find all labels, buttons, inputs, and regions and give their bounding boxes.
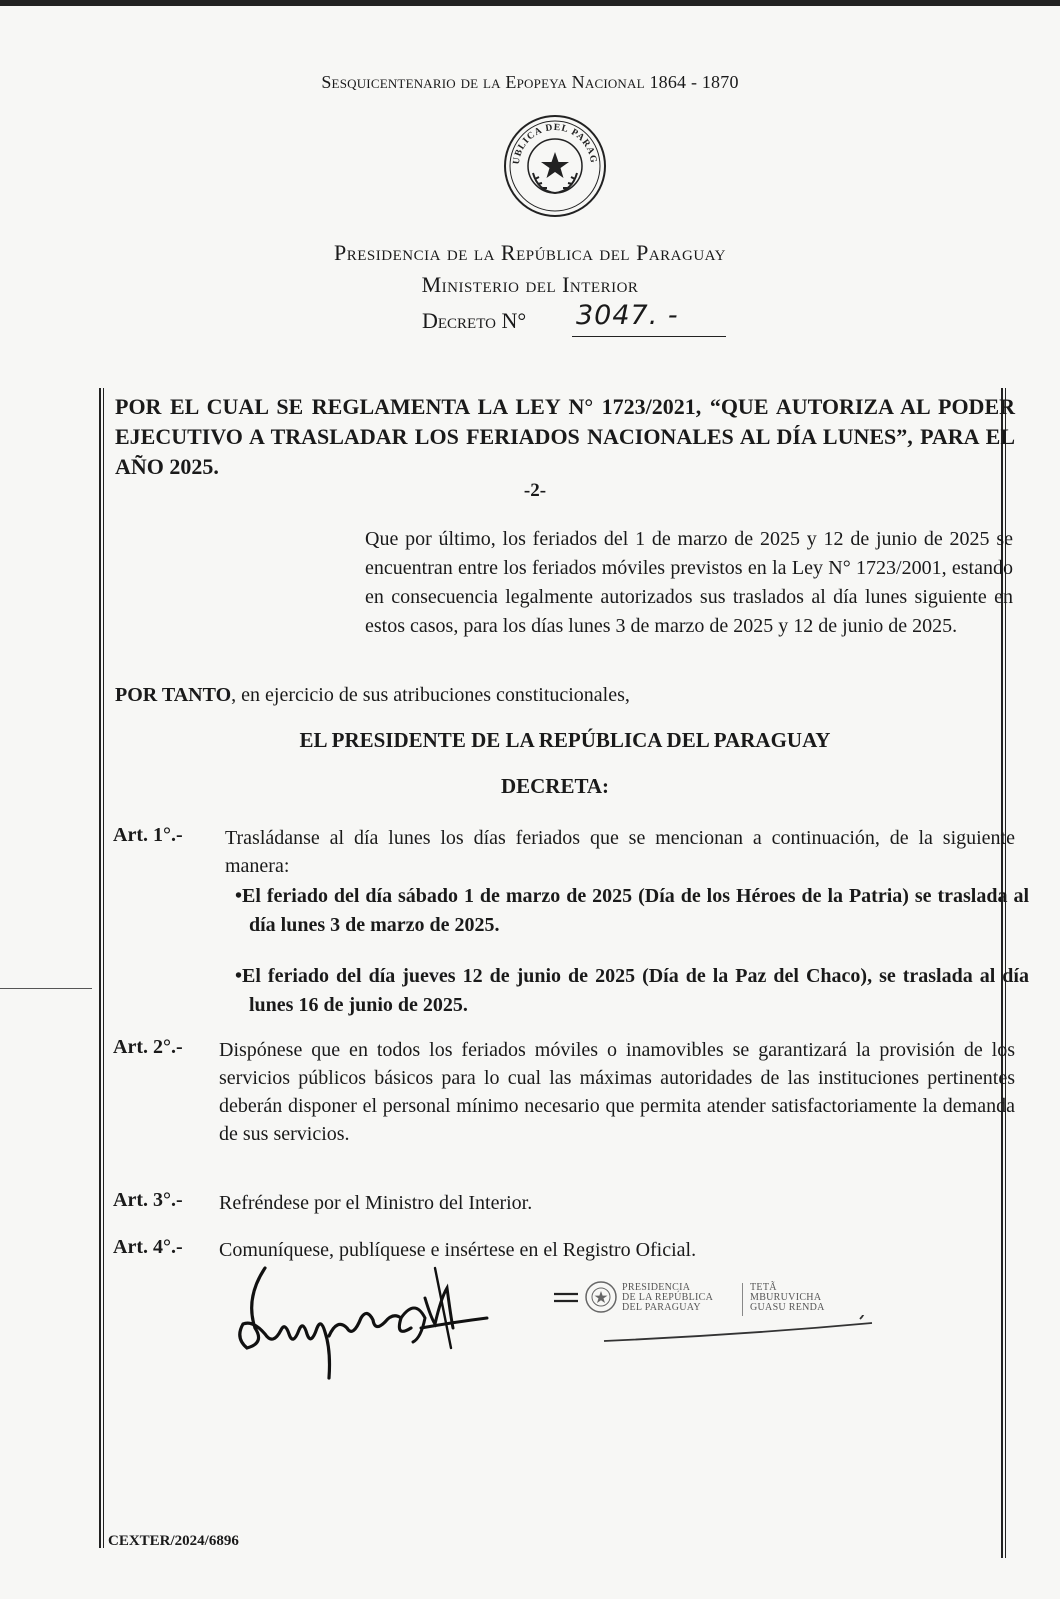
stamp-left-text [622, 1283, 742, 1313]
article-2-label: Art. 2°.- [113, 1036, 183, 1058]
file-reference-code: CEXTER/2024/6896 [108, 1533, 239, 1549]
por-tanto-lead: POR TANTO [115, 684, 232, 706]
article-1-text: Trasládanse al día lunes los días feriados que se mencionan a continuación, de la siguiente manera: [225, 827, 1015, 877]
ministry-heading: Ministerio del Interior [421, 272, 639, 297]
national-seal-icon [502, 113, 608, 219]
left-fold-mark [0, 988, 92, 989]
por-tanto-rest: , en ejercicio de sus atribuciones constitucionales, [231, 684, 630, 706]
commemorative-motto: Sesquicentenario de la Epopeya Nacional 1864 - 1870 [321, 72, 739, 92]
article-4-label: Art. 4°.- [113, 1236, 183, 1258]
stamp-underline [600, 1315, 880, 1345]
article-2-text: Dispónese que en todos los feriados móviles o inamovibles se garantizará la provisión de los servicios públicos básicos para lo cual las máximas autoridades de las instituciones pertinentes deberán disponer el personal mínimo necesario que permita atender satisfactoriamente la demanda de sus servicios. [219, 1039, 1015, 1145]
article-1-label: Art. 1°.- [113, 824, 183, 846]
left-margin-rule [99, 388, 101, 1548]
signature [225, 1258, 495, 1398]
considerando-paragraph: Que por último, los feriados del 1 de marzo de 2025 y 12 de junio de 2025 se encuentran entre los feriados móviles previstos en la Ley N° 1723/2001, estando en consecuencia legalmente autorizados sus traslados al día lunes siguiente en estos casos, para los días lunes 3 de marzo de 2025 y 12 de junio de 2025. [365, 528, 1013, 637]
article-1-bullet-2: •El feriado del día jueves 12 de junio de 2025 (Día de la Paz del Chaco), se traslada al día lunes 16 de junio de 2025. [235, 965, 1029, 1016]
stamp-left-line: DEL PARAGUAY [622, 1302, 701, 1313]
page-number: -2- [523, 480, 547, 501]
stamp-divider [742, 1283, 743, 1316]
decree-title: POR EL CUAL SE REGLAMENTA LA LEY N° 1723/2021, “QUE AUTORIZA AL PODER EJECUTIVO A TRASLADAR LOS FERIADOS NACIONALES AL DÍA LUNES”, PARA EL AÑO 2025. [115, 394, 1015, 479]
decree-label: Decreto N° [422, 308, 527, 333]
decree-number-handwritten: 3047. - [572, 300, 726, 337]
stamp-seal-icon [584, 1280, 618, 1314]
stamp-right-line: GUASU RENDA [750, 1302, 825, 1313]
dash-mark [552, 1290, 582, 1306]
seal-text: UBLICA DEL PARAG [511, 122, 599, 166]
stamp-right-text [750, 1283, 850, 1313]
stamp-left-line: PRESIDENCIA [622, 1282, 691, 1293]
stamp-right-line: TETÃ [750, 1282, 777, 1293]
top-edge-bar [0, 0, 1060, 6]
decreta-heading: DECRETA: [500, 774, 610, 798]
stamp-left-line: DE LA REPÚBLICA [622, 1292, 714, 1303]
article-3-label: Art. 3°.- [113, 1189, 183, 1211]
article-1-bullet-1: •El feriado del día sábado 1 de marzo de 2025 (Día de los Héroes de la Patria) se traslada al día lunes 3 de marzo de 2025. [235, 885, 1029, 936]
stamp-right-line: MBURUVICHA [750, 1292, 822, 1303]
article-3-text: Refréndese por el Ministro del Interior. [219, 1192, 533, 1214]
president-line: EL PRESIDENTE DE LA REPÚBLICA DEL PARAGUAY [299, 728, 831, 752]
institution-heading: Presidencia de la República del Paraguay [334, 240, 726, 265]
por-tanto-clause [115, 684, 1015, 707]
article-4-text: Comuníquese, publíquese e insértese en el Registro Oficial. [219, 1239, 697, 1261]
left-margin-rule-inner [103, 388, 104, 1548]
